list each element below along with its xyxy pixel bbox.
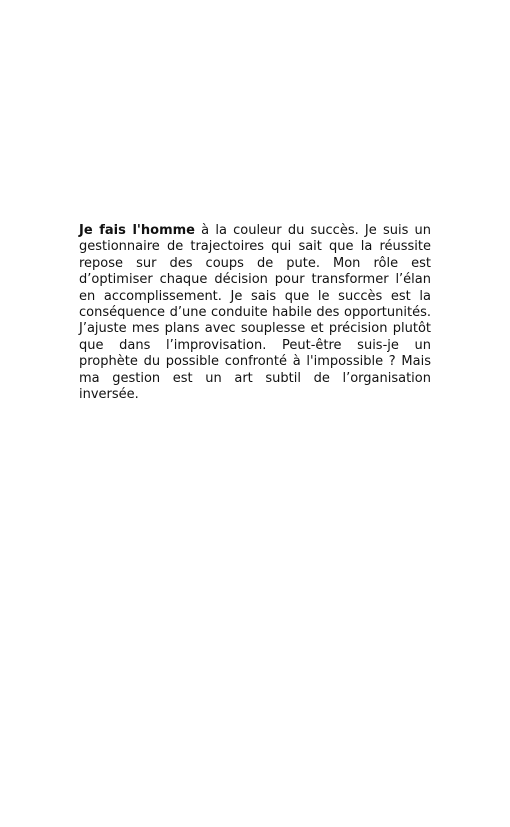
body-paragraph (79, 223, 431, 403)
paragraph-text: à la couleur du succès. Je suis un gestionnaire de trajectoires qui sait que la réussite repose sur des coups de pute. Mon rôle est d’optimiser chaque décision pour transformer l’élan en accomplissement. Je sais que le succès est la conséquence d’une conduite habile des opportunités. J’ajuste mes plans avec souplesse et précision plutôt que dans l’improvisation. Peut-être suis-je un prophète du possible confronté à l'impossible ? Mais ma gestion est un art subtil de l’organisation inversée. (79, 223, 432, 403)
lead-phrase: Je fais l'homme (79, 223, 195, 238)
